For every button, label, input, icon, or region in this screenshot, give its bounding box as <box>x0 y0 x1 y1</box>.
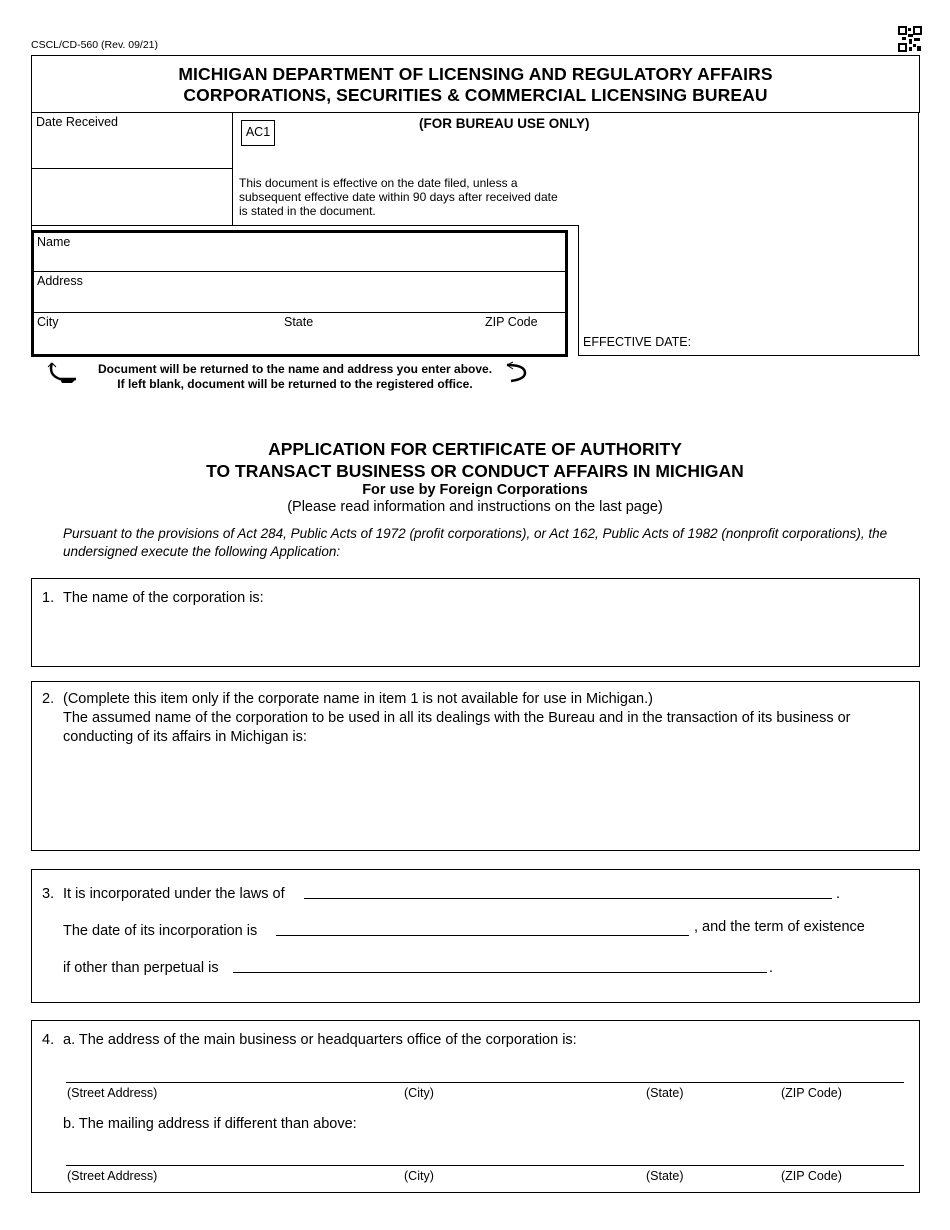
effective-date-label: EFFECTIVE DATE: <box>583 335 692 349</box>
qr-code-icon <box>898 26 922 52</box>
item3-laws-label: It is incorporated under the laws of <box>63 886 285 902</box>
item4-box <box>31 1020 920 1193</box>
mailing-address-field[interactable] <box>66 1165 904 1166</box>
return-address-row[interactable] <box>34 271 565 313</box>
item3-period-1: . <box>836 886 841 902</box>
return-note-line1: Document will be returned to the name and address you enter above. <box>97 362 493 376</box>
return-zip-label: ZIP Code <box>485 315 538 329</box>
return-address-label: Address <box>37 274 83 288</box>
bureau-divider <box>232 112 233 225</box>
item3-term-label: , and the term of existence <box>694 919 865 935</box>
item4b-street-label: (Street Address) <box>67 1169 158 1183</box>
item2-label: The assumed name of the corporation to be used in all its dealings with the Bureau and in the transaction of its business or conducting of its affairs in Michigan is: <box>63 710 851 745</box>
item4a-state-label: (State) <box>646 1086 684 1100</box>
bureau-bottom-rule <box>31 225 579 226</box>
bureau-top-rule <box>31 112 920 113</box>
agency-header <box>31 55 920 113</box>
item2-number: 2. <box>42 691 55 707</box>
item4b-label: b. The mailing address if different than above: <box>63 1116 357 1132</box>
item2-instruction: (Complete this item only if the corporate name in item 1 is not available for use in Michigan.) <box>63 691 653 707</box>
item1-label: The name of the corporation is: <box>63 590 264 606</box>
return-city-label: City <box>37 315 59 329</box>
item4b-city-label: (City) <box>404 1169 434 1183</box>
form-instructions: (Please read information and instructions on the last page) <box>287 499 663 515</box>
incorporation-date-field[interactable] <box>276 935 689 936</box>
agency-name: MICHIGAN DEPARTMENT OF LICENSING AND REGULATORY AFFAIRS <box>178 64 773 84</box>
effective-notice: This document is effective on the date filed, unless a subsequent effective date within 90 days after received date is stated in the document. <box>239 176 558 218</box>
curved-arrow-right-icon <box>505 361 531 385</box>
item1-number: 1. <box>42 590 55 606</box>
item4b-zip-label: (ZIP Code) <box>781 1169 842 1183</box>
return-address-box <box>31 230 568 357</box>
item4a-city-label: (City) <box>404 1086 434 1100</box>
item4a-street-label: (Street Address) <box>67 1086 158 1100</box>
return-state-label: State <box>284 315 314 329</box>
term-of-existence-field[interactable] <box>233 972 767 973</box>
form-code: CSCL/CD-560 (Rev. 09/21) <box>31 39 159 51</box>
item4a-label: a. The address of the main business or headquarters office of the corporation is: <box>63 1032 577 1048</box>
item3-perpetual-label: if other than perpetual is <box>63 960 219 976</box>
item3-period-2: . <box>769 960 774 976</box>
item3-number: 3. <box>42 886 55 902</box>
bureau-name: CORPORATIONS, SECURITIES & COMMERCIAL LICENSING BUREAU <box>183 85 768 105</box>
form-subtitle: For use by Foreign Corporations <box>362 482 588 498</box>
effective-date-left-rule <box>578 225 579 356</box>
item3-box <box>31 869 920 1003</box>
pursuant-statement: Pursuant to the provisions of Act 284, Public Acts of 1972 (profit corporations), or Act 162, Public Acts of 1982 (nonprofit corporations), the undersigned execute the following Application: <box>63 526 888 559</box>
item2-box[interactable] <box>31 681 920 851</box>
return-note <box>60 362 530 391</box>
bureau-use-only-label: (FOR BUREAU USE ONLY) <box>419 116 590 131</box>
item1-box[interactable] <box>31 578 920 667</box>
item4b-state-label: (State) <box>646 1169 684 1183</box>
date-received-rule <box>31 168 232 169</box>
effective-date-bottom-rule <box>578 355 920 356</box>
item4a-zip-label: (ZIP Code) <box>781 1086 842 1100</box>
return-name-row[interactable] <box>34 233 565 272</box>
date-received-label: Date Received <box>36 115 118 129</box>
main-address-field[interactable] <box>66 1082 904 1083</box>
return-note-line2: If left blank, document will be returned to the registered office. <box>117 376 473 391</box>
form-title-line2: TO TRANSACT BUSINESS OR CONDUCT AFFAIRS IN MICHIGAN <box>206 461 744 481</box>
bureau-right-rule <box>918 112 919 356</box>
ac1-box: AC1 <box>241 120 275 146</box>
form-title-line1: APPLICATION FOR CERTIFICATE OF AUTHORITY <box>268 439 682 459</box>
item4-number: 4. <box>42 1032 55 1048</box>
item3-date-label: The date of its incorporation is <box>63 923 258 939</box>
incorporation-state-field[interactable] <box>304 898 832 899</box>
return-city-row[interactable] <box>34 312 565 353</box>
return-name-label: Name <box>37 235 71 249</box>
bureau-left-rule <box>31 112 32 230</box>
